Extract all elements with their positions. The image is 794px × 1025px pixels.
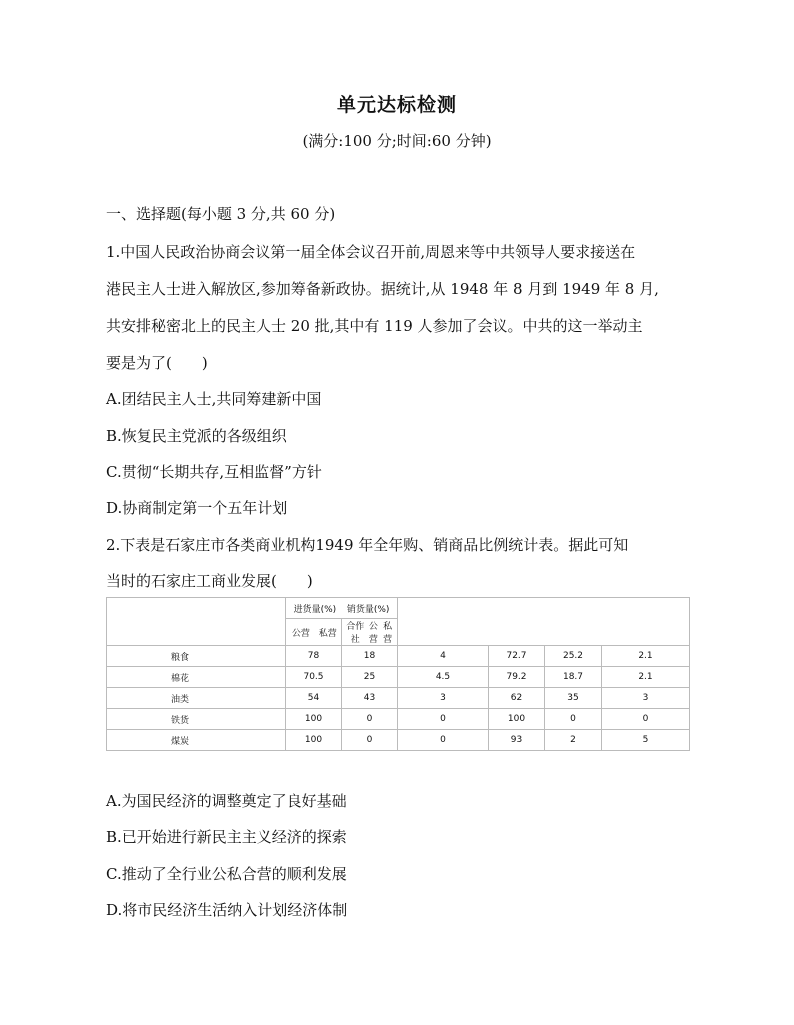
group-header-label: 销货量(%) (346, 604, 390, 615)
table-cell: 100 (286, 709, 342, 730)
section-heading: 一、选择题(每小题 3 分,共 60 分) (106, 205, 336, 223)
row-label: 粮食 (107, 646, 286, 667)
table-row (107, 730, 690, 751)
subheader-label: 公营 (368, 622, 378, 645)
table-cell: 2.1 (602, 646, 690, 667)
table-cell: 2 (545, 730, 602, 751)
table-cell: 4.5 (398, 667, 489, 688)
subheader-label: 私营 (383, 622, 393, 645)
page-title: 单元达标检测 (336, 94, 457, 116)
table-header-row (107, 598, 690, 619)
question-2-option-b: B.已开始进行新民主主义经济的探索 (106, 828, 347, 846)
question-1-option-a: A.团结民主人士,共同筹建新中国 (106, 390, 322, 408)
table-row (107, 667, 690, 688)
table-cell: 2.1 (602, 667, 690, 688)
table-cell: 0 (342, 709, 398, 730)
subheader-label: 私营 (318, 628, 337, 639)
group-header-label: 进货量(%) (293, 604, 337, 615)
row-label: 铁货 (107, 709, 286, 730)
table-cell: 5 (602, 730, 690, 751)
subheader-label: 公营 (291, 628, 310, 639)
table-cell: 18.7 (545, 667, 602, 688)
question-1-line: 要是为了( ) (106, 354, 208, 372)
table-cell: 62 (489, 688, 545, 709)
question-1-line: 1.中国人民政治协商会议第一届全体会议召开前,周恩来等中共领导人要求接送在 (106, 243, 636, 261)
table-row (107, 646, 690, 667)
table-cell: 54 (286, 688, 342, 709)
question-2-line: 2.下表是石家庄市各类商业机构1949 年全年购、销商品比例统计表。据此可知 (106, 536, 629, 554)
row-label: 油类 (107, 688, 286, 709)
table-subheader-cell (342, 619, 398, 646)
table-cell: 79.2 (489, 667, 545, 688)
table-cell: 25.2 (545, 646, 602, 667)
table-row (107, 709, 690, 730)
table-cell: 0 (602, 709, 690, 730)
question-2-option-a: A.为国民经济的调整奠定了良好基础 (106, 792, 347, 810)
table-cell: 43 (342, 688, 398, 709)
table-cell: 35 (545, 688, 602, 709)
table-cell: 78 (286, 646, 342, 667)
table-cell: 0 (398, 709, 489, 730)
table-cell: 72.7 (489, 646, 545, 667)
table-cell: 0 (398, 730, 489, 751)
question-1-option-d: D.协商制定第一个五年计划 (106, 499, 288, 517)
row-label: 棉花 (107, 667, 286, 688)
question-1-option-c: C.贯彻“长期共存,互相监督”方针 (106, 463, 322, 481)
subheader-label: 合作社 (346, 622, 365, 645)
statistics-table (106, 597, 690, 751)
question-2-line: 当时的石家庄工商业发展( ) (106, 572, 313, 590)
table-cell: 0 (342, 730, 398, 751)
row-label: 煤炭 (107, 730, 286, 751)
table-cell: 4 (398, 646, 489, 667)
table-corner-cell (107, 598, 286, 646)
table-subheader-cell (286, 619, 342, 646)
table-cell: 70.5 (286, 667, 342, 688)
table-cell: 18 (342, 646, 398, 667)
table-cell: 93 (489, 730, 545, 751)
table-row (107, 688, 690, 709)
table-group-header (286, 598, 398, 619)
question-2-option-d: D.将市民经济生活纳入计划经济体制 (106, 901, 348, 919)
table-cell: 100 (286, 730, 342, 751)
table-cell: 3 (602, 688, 690, 709)
page-subtitle: (满分:100 分;时间:60 分钟) (302, 132, 492, 150)
question-2-option-c: C.推动了全行业公私合营的顺利发展 (106, 865, 347, 883)
table-cell: 0 (545, 709, 602, 730)
question-1-option-b: B.恢复民主党派的各级组织 (106, 427, 287, 445)
question-1-line: 共安排秘密北上的民主人士 20 批,其中有 119 人参加了会议。中共的这一举动主 (106, 317, 643, 335)
table-cell: 100 (489, 709, 545, 730)
table-empty-header (398, 598, 690, 646)
question-1-line: 港民主人士进入解放区,参加筹备新政协。据统计,从 1948 年 8 月到 1949 年 8 月, (106, 280, 659, 298)
table-cell: 25 (342, 667, 398, 688)
table-cell: 3 (398, 688, 489, 709)
